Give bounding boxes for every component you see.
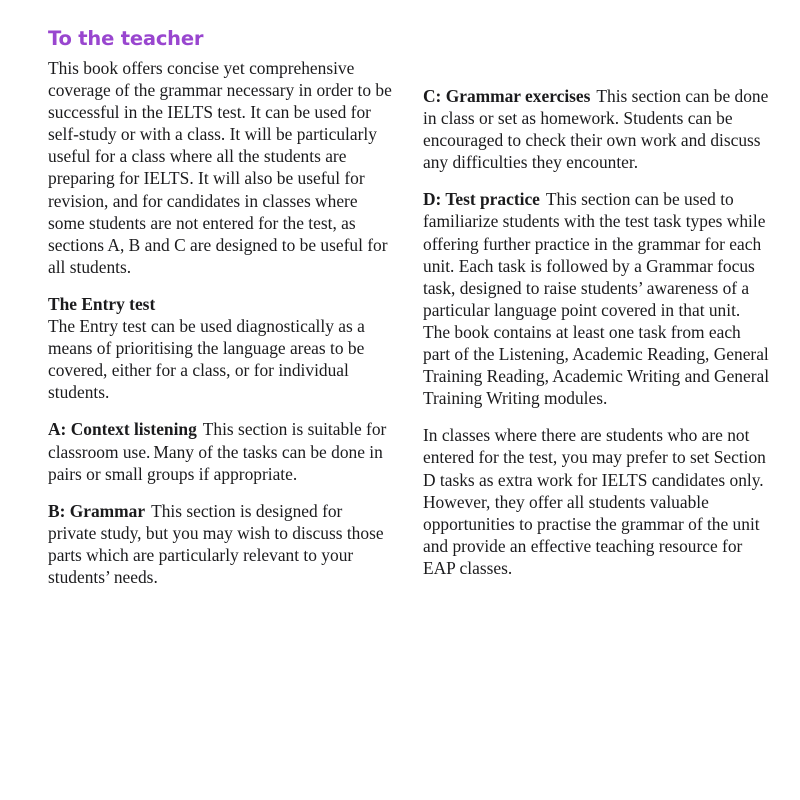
left-column <box>48 57 393 588</box>
section-a-text-part2: Many of the tasks can be done in pairs or small groups if appropriate. <box>48 441 383 484</box>
closing-text-part1: In classes where there are students who are not entered for the test, you may prefer to set Section D tasks as extra work for IELTS candidates only. <box>423 425 766 490</box>
section-d-label: D: Test practice <box>423 189 540 210</box>
section-c-label: C: Grammar exercises <box>423 86 591 106</box>
two-column-layout <box>48 57 778 588</box>
section-c-block <box>423 85 770 173</box>
section-a-label: A: Context listening <box>48 419 197 440</box>
entry-test-block <box>48 293 393 403</box>
section-a-block <box>48 418 393 484</box>
entry-test-text: The Entry test can be used diagnostically as a means of prioritising the language areas to be covered, either for a class, or for individual students. <box>48 316 365 403</box>
closing-paragraph <box>423 424 770 579</box>
intro-paragraph: This book offers concise yet comprehensive coverage of the grammar necessary in order to be successful in the IELTS test. It can be used for self-study or with a class. It will be particularly useful for a class where all the students are preparing for IELTS. It will also be useful for revision, and for candidates in classes where some students are not entered for the test, as sections A, B and C are designed to be useful for all students. <box>48 58 392 277</box>
section-c-text: This section can be done in class or set as homework. Students can be encouraged to check their own work and discuss any difficulties they encounter. <box>423 86 769 173</box>
page-title: To the teacher <box>48 27 204 50</box>
section-d-text: This section can be used to familiarize students with the test task types while offering further practice in the grammar for each unit. Each task is followed by a Grammar focus task, designed to raise students’ awareness of a particular language point covered in that unit. The book contains at least one task from each part of the Listening, Academic Reading, General Training Reading, Academic Writing and General Training Writing modules. <box>423 189 770 409</box>
entry-test-subheading: The Entry test <box>48 293 156 314</box>
section-b-text: This section is designed for private study, but you may wish to discuss those parts which are particularly relevant to your students’ needs. <box>48 500 384 587</box>
right-column <box>423 57 770 579</box>
section-b-block <box>48 500 393 588</box>
section-a-text-part1: This section is suitable for classroom use. <box>48 419 387 462</box>
section-d-block <box>423 188 770 409</box>
section-b-label: B: Grammar <box>48 500 146 521</box>
closing-text-part2: However, they offer all students valuable opportunities to practise the grammar of the unit and provide an effective teaching resource for EAP classes. <box>423 491 760 578</box>
